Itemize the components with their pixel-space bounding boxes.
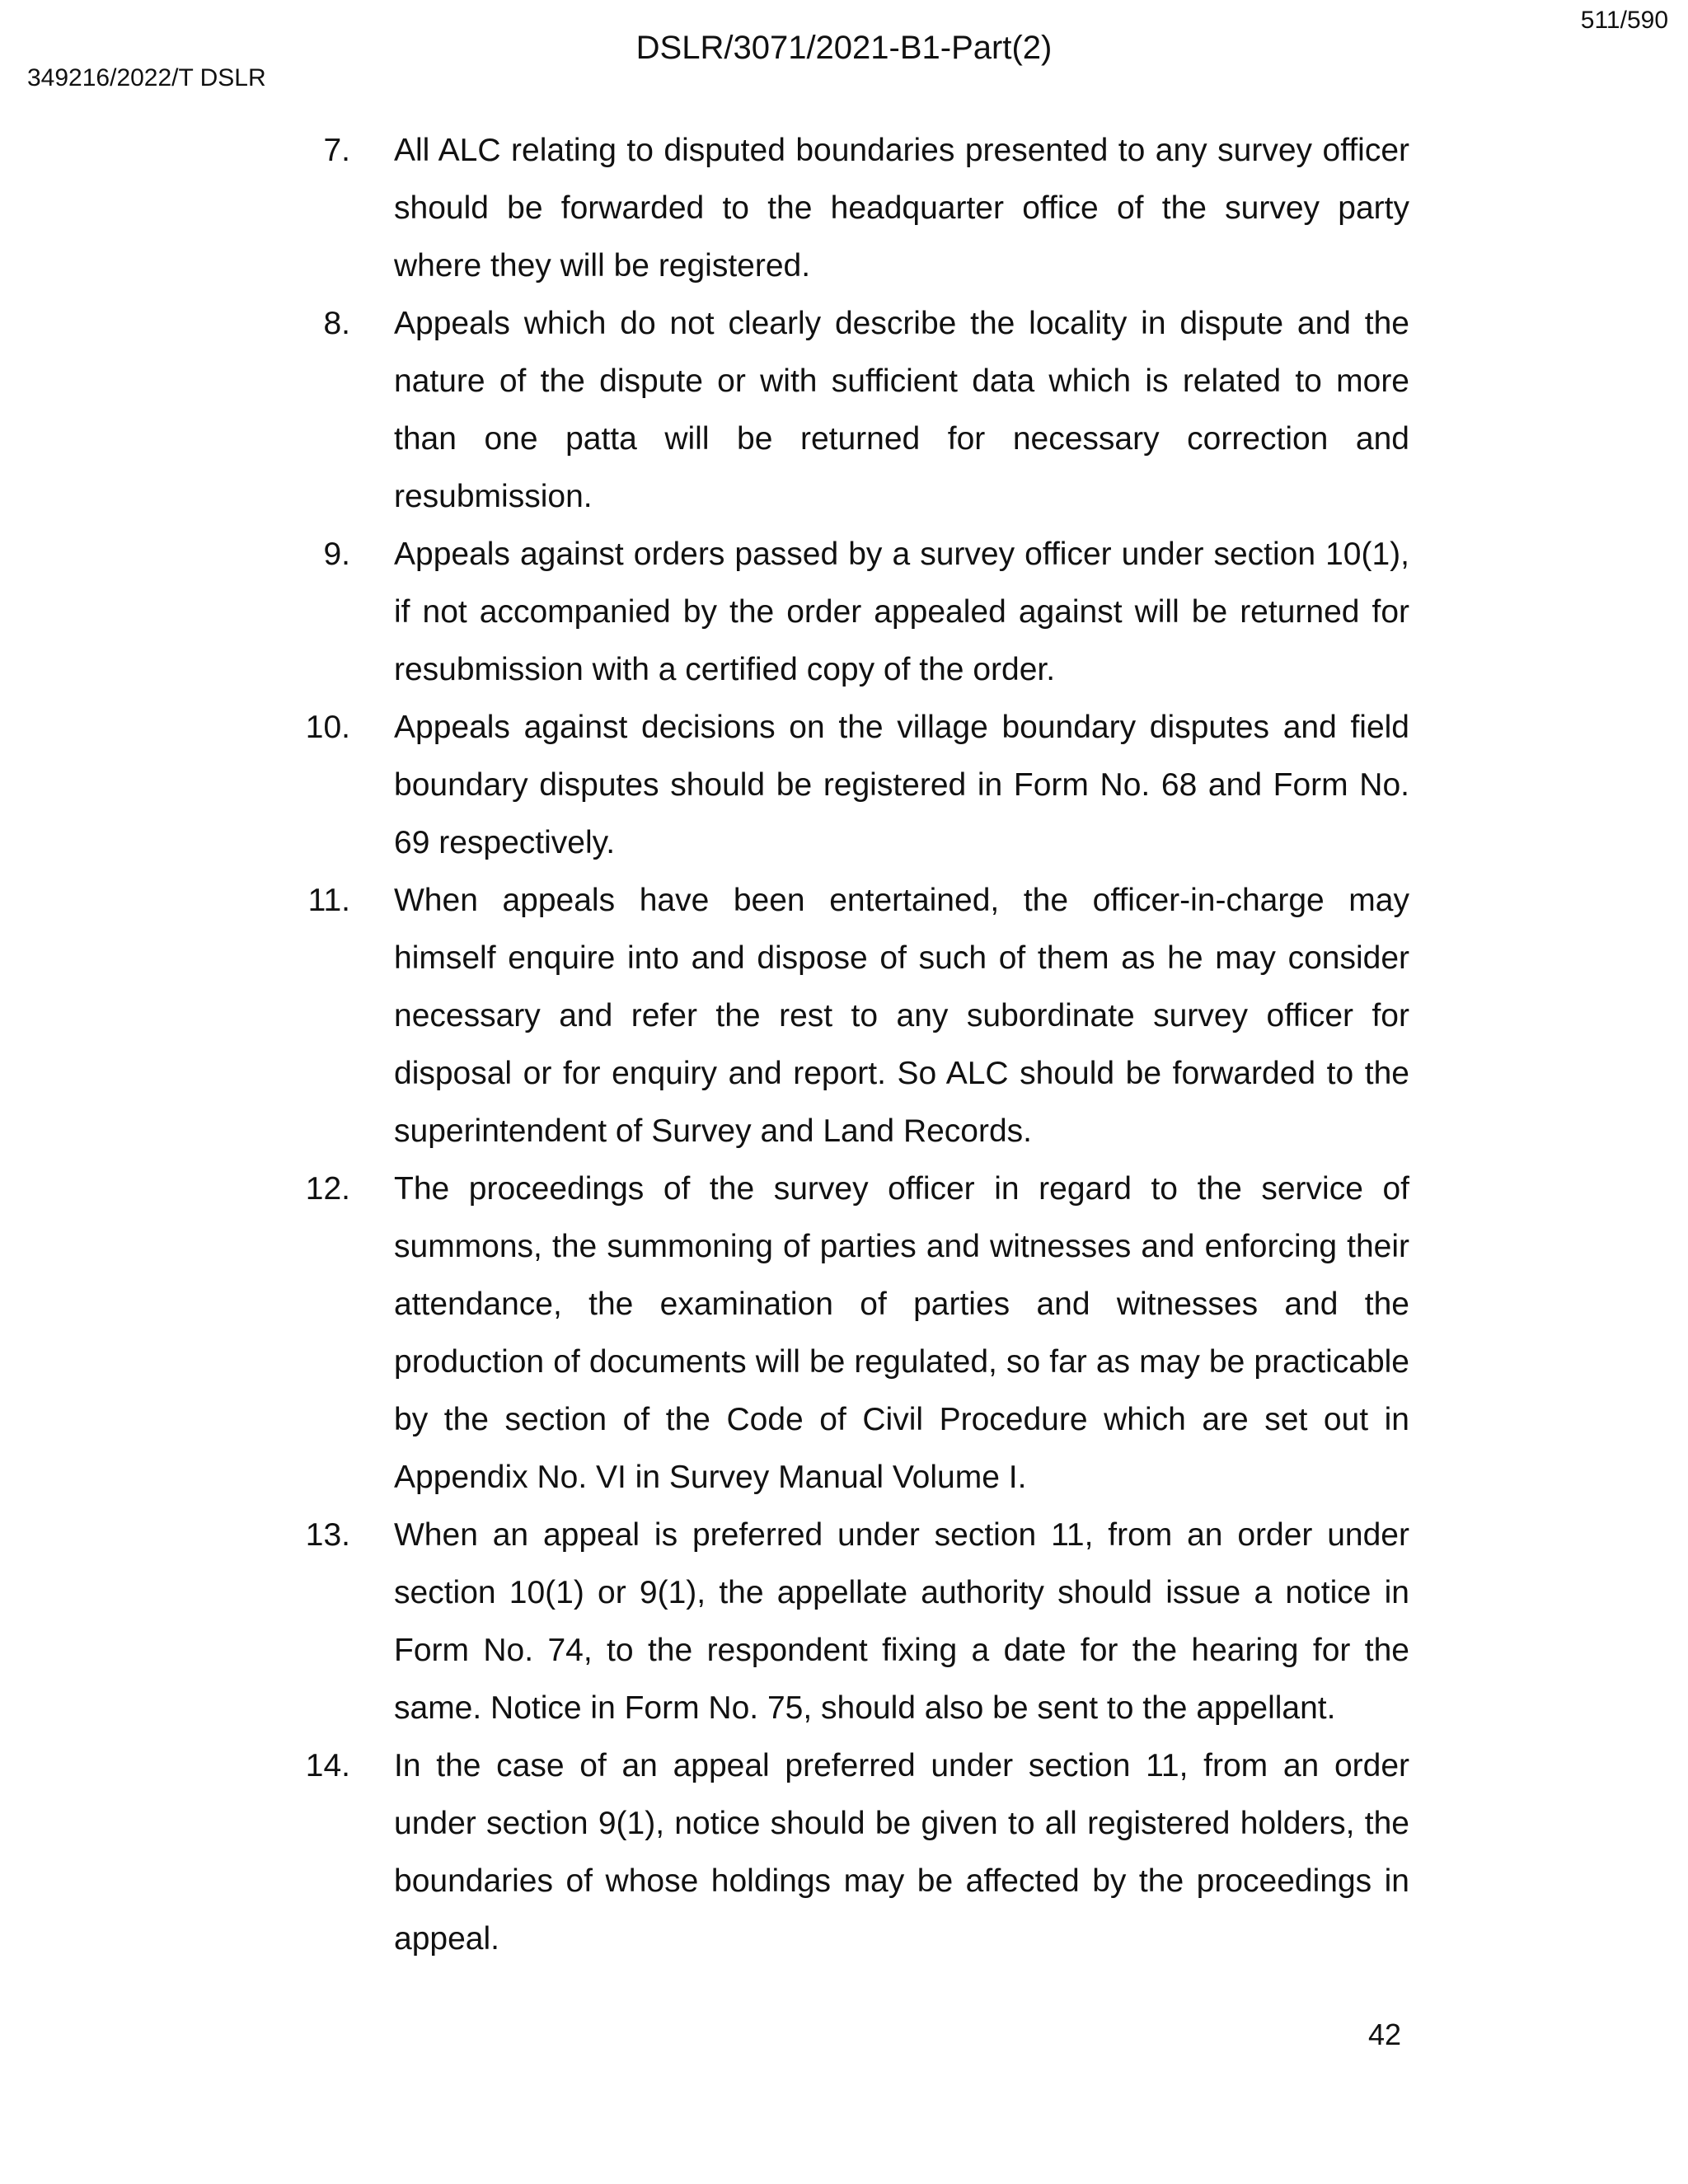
list-item — [251, 699, 1409, 872]
item-number: 13. — [305, 1517, 350, 1553]
document-reference: 349216/2022/T DSLR — [27, 64, 266, 91]
item-text: When appeals have been entertained, the officer-in-charge may himself enquire into and dispose of such of them as he may consider necessary and refer the rest to any subordinate survey officer for disposal or for enquiry and report. So ALC should be forwarded to the superintendent of Survey and Land Records. — [394, 883, 1409, 1149]
item-text: When an appeal is preferred under section 11, from an order under section 10(1) or 9(1), the appellate authority should issue a notice in Form No. 74, to the respondent fixing a date for the hearing for the same. Notice in Form No. 75, should also be sent to the appellant. — [394, 1517, 1409, 1726]
list-item — [251, 872, 1409, 1160]
item-text: Appeals against decisions on the village boundary disputes and field boundary disputes should be registered in Form No. 68 and Form No. 69 respectively. — [394, 710, 1409, 860]
list-item — [251, 295, 1409, 526]
page-number: 42 — [1368, 2018, 1402, 2051]
item-text: All ALC relating to disputed boundaries presented to any survey officer should be forwarded to the headquarter office of the survey party where they will be registered. — [394, 133, 1409, 284]
item-number: 11. — [307, 883, 350, 918]
list-item — [251, 526, 1409, 699]
list-item — [251, 1160, 1409, 1507]
list-item — [251, 1737, 1409, 1968]
file-reference-header: DSLR/3071/2021-B1-Part(2) — [635, 30, 1053, 66]
item-number: 9. — [323, 537, 350, 572]
item-text: Appeals against orders passed by a survey officer under section 10(1), if not accompanied by the order appealed against will be returned for resubmission with a certified copy of the order. — [394, 537, 1409, 687]
list-item — [251, 1507, 1409, 1737]
item-number: 8. — [323, 306, 350, 341]
item-number: 10. — [305, 710, 350, 745]
page-count: 511/590 — [1580, 7, 1668, 34]
item-number: 14. — [305, 1748, 350, 1783]
item-text: In the case of an appeal preferred under section 11, from an order under section 9(1), notice should be given to all registered holders, the boundaries of whose holdings may be affected by the proceedings in appeal. — [394, 1748, 1409, 1957]
item-text: The proceedings of the survey officer in regard to the service of summons, the summoning of parties and witnesses and enforcing their attendance, the examination of parties and witnesses and the production of documents will be regulated, so far as may be practicable by the section of the Code of Civil Procedure which are set out in Appendix No. VI in Survey Manual Volume I. — [394, 1171, 1409, 1495]
list-item — [251, 122, 1409, 295]
item-number: 7. — [323, 133, 350, 168]
item-text: Appeals which do not clearly describe the locality in dispute and the nature of the dispute or with sufficient data which is related to more than one patta will be returned for necessary correction and resubmission. — [394, 306, 1409, 514]
numbered-paragraph-list — [251, 122, 1409, 1968]
item-number: 12. — [305, 1171, 350, 1207]
